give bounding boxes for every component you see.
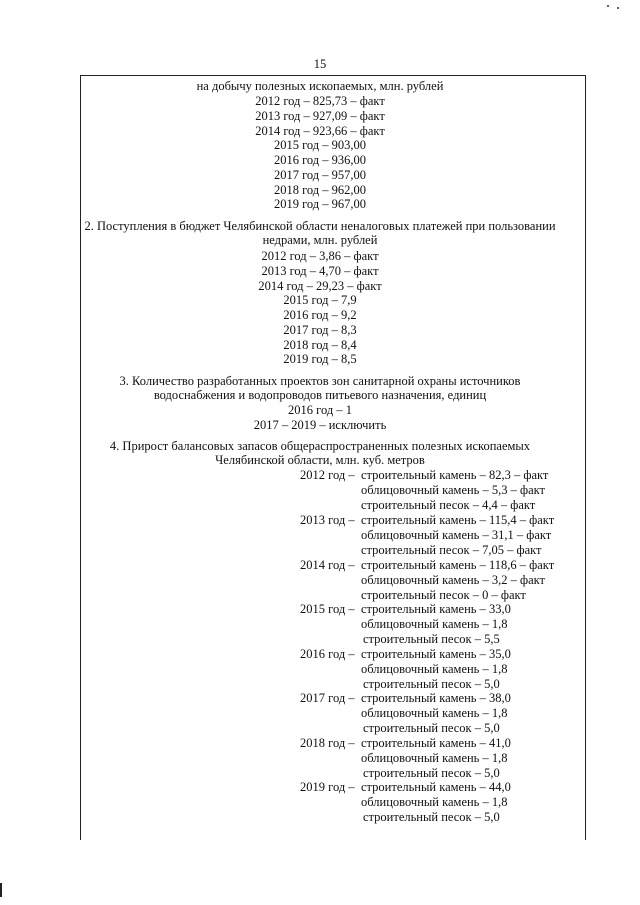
section-4-item: строительный камень – 115,4 – факт [361,513,555,527]
section-4-item: строительный песок – 7,05 – факт [361,543,542,557]
section-2-row: 2019 год – 8,5 [283,352,357,366]
section-1-row: 2016 год – 936,00 [273,153,367,167]
scan-speck [607,5,609,7]
section-4-item: облицовочный камень – 1,8 [361,706,508,720]
section-4-item: строительный камень – 35,0 [361,647,511,661]
section-4-item: облицовочный камень – 31,1 – факт [361,528,552,542]
section-3-heading: водоснабжения и водопроводов питьевого назначения, единиц [153,388,487,402]
section-4-item: строительный камень – 44,0 [361,780,511,794]
section-4-item: облицовочный камень – 1,8 [361,795,508,809]
section-4-item: строительный камень – 118,6 – факт [361,558,555,572]
section-2-row: 2014 год – 29,23 – факт [258,279,382,293]
section-4-year-label: 2018 год – [300,736,355,750]
section-1-heading-tail: на добычу полезных ископаемых, млн. рублей [196,79,444,93]
section-4-heading: Челябинской области, млн. куб. метров [215,453,425,467]
section-2-row: 2012 год – 3,86 – факт [261,249,379,263]
section-4-item: строительный песок – 5,0 [363,721,500,735]
section-1-row: 2015 год – 903,00 [273,138,367,152]
section-2-heading: 2. Поступления в бюджет Челябинской области неналоговых платежей при пользовании [84,219,556,233]
section-4-year-label: 2019 год – [300,780,355,794]
section-4-item: строительный песок – 4,4 – факт [361,498,536,512]
section-1-row: 2013 год – 927,09 – факт [255,109,385,123]
section-4-item: строительный песок – 0 – факт [361,588,526,602]
scan-speck [617,7,619,9]
section-2-row: 2017 год – 8,3 [283,323,357,337]
section-4-item: строительный камень – 38,0 [361,691,511,705]
section-3-row: 2017 – 2019 – исключить [253,418,387,432]
section-4-year-label: 2017 год – [300,691,355,705]
section-4-item: строительный песок – 5,5 [363,632,500,646]
section-4-item: облицовочный камень – 1,8 [361,751,508,765]
section-4-item: облицовочный камень – 1,8 [361,662,508,676]
section-4-year-label: 2012 год – [300,468,355,482]
section-4-year-label: 2013 год – [300,513,355,527]
section-1-row: 2014 год – 923,66 – факт [255,124,385,138]
scan-edge-mark [0,883,2,897]
section-3-row: 2016 год – 1 [288,403,352,417]
section-4-year-label: 2014 год – [300,558,355,572]
section-2-row: 2013 год – 4,70 – факт [261,264,379,278]
section-4-item: облицовочный камень – 3,2 – факт [361,573,546,587]
page-number: 15 [313,57,327,71]
section-4-item: облицовочный камень – 1,8 [361,617,508,631]
section-4-item: строительный камень – 33,0 [361,602,511,616]
section-2-row: 2016 год – 9,2 [283,308,357,322]
section-1-row: 2012 год – 825,73 – факт [255,94,385,108]
section-1-row: 2018 год – 962,00 [273,183,367,197]
section-3-heading: 3. Количество разработанных проектов зон санитарной охраны источников [119,374,521,388]
section-1-row: 2017 год – 957,00 [273,168,367,182]
section-4-heading: 4. Прирост балансовых запасов общераспространенных полезных ископаемых [109,439,531,453]
section-4-item: строительный камень – 82,3 – факт [361,468,549,482]
section-2-row: 2018 год – 8,4 [283,338,357,352]
section-4-year-label: 2016 год – [300,647,355,661]
section-4-item: облицовочный камень – 5,3 – факт [361,483,546,497]
section-2-row: 2015 год – 7,9 [283,293,357,307]
section-2-heading: недрами, млн. рублей [262,233,378,247]
section-4-year-label: 2015 год – [300,602,355,616]
section-4-item: строительный камень – 41,0 [361,736,511,750]
section-1-row: 2019 год – 967,00 [273,197,367,211]
section-4-item: строительный песок – 5,0 [363,766,500,780]
section-4-item: строительный песок – 5,0 [363,810,500,824]
section-4-item: строительный песок – 5,0 [363,677,500,691]
